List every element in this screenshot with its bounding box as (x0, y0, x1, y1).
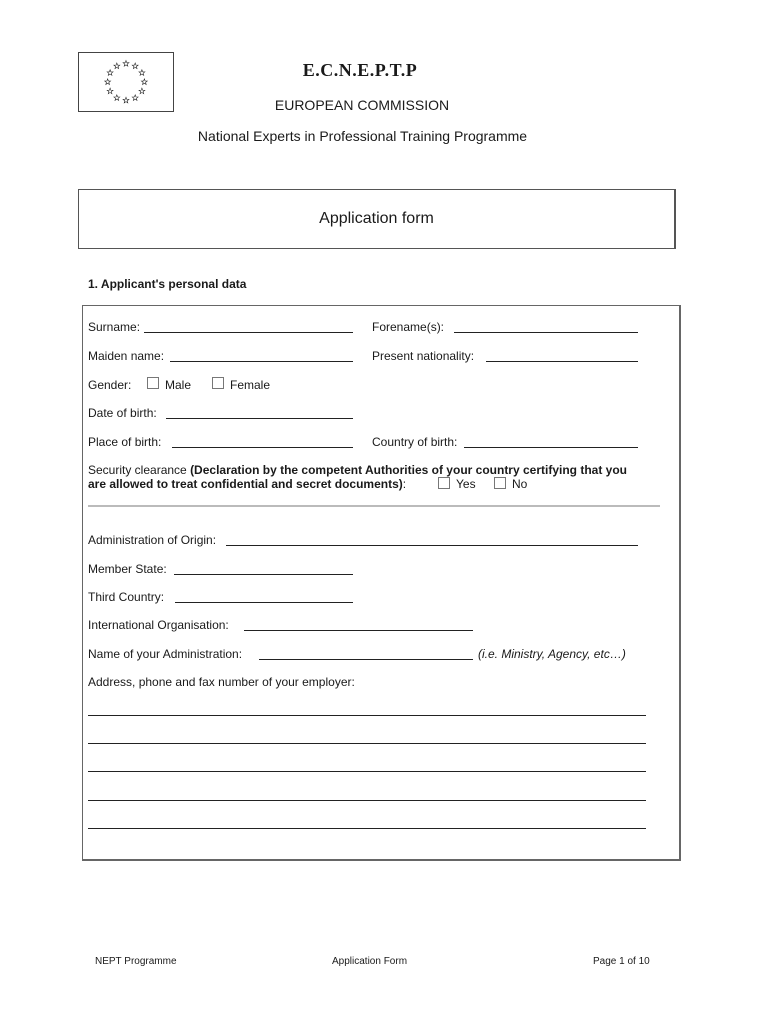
third-country-field[interactable] (175, 602, 353, 603)
maiden-name-label: Maiden name: (88, 349, 165, 363)
commission-name: EUROPEAN COMMISSION (274, 97, 450, 113)
forenames-field[interactable] (454, 332, 638, 333)
security-no-label: No (512, 477, 528, 491)
security-yes-label: Yes (456, 477, 476, 491)
security-note-2: are allowed to treat confidential and secret documents) (88, 477, 403, 491)
pob-label: Place of birth: (88, 435, 162, 449)
star-icon (114, 63, 120, 69)
surname-label: Surname: (88, 320, 141, 334)
star-icon (123, 97, 129, 103)
star-circle-icon (79, 53, 173, 111)
footer-page-number: Page 1 of 10 (593, 956, 650, 967)
member-state-field[interactable] (174, 574, 353, 575)
star-icon (107, 70, 113, 76)
surname-field[interactable] (144, 332, 353, 333)
country-birth-label: Country of birth: (372, 435, 458, 449)
intl-org-label: International Organisation: (88, 618, 229, 632)
dob-field[interactable] (166, 418, 353, 419)
programme-acronym: E.C.N.E.P.T.P (302, 60, 418, 80)
employer-line-1[interactable] (88, 715, 646, 716)
gender-female-label: Female (230, 378, 271, 392)
star-icon (132, 63, 138, 69)
security-colon: : (402, 477, 407, 491)
footer-left: NEPT Programme (95, 956, 177, 967)
gender-label: Gender: (88, 378, 132, 392)
nationality-field[interactable] (486, 361, 638, 362)
star-icon (107, 88, 113, 94)
section-heading: 1. Applicant's personal data (88, 277, 247, 291)
gender-female-checkbox[interactable] (212, 377, 224, 389)
employer-line-3[interactable] (88, 771, 646, 772)
pob-field[interactable] (172, 447, 353, 448)
admin-origin-label: Administration of Origin: (88, 533, 217, 547)
employer-line-2[interactable] (88, 743, 646, 744)
section-divider (88, 505, 660, 507)
dob-label: Date of birth: (88, 406, 157, 420)
country-birth-field[interactable] (464, 447, 638, 448)
admin-name-field[interactable] (259, 659, 473, 660)
admin-origin-field[interactable] (226, 545, 638, 546)
employer-label: Address, phone and fax number of your employer: (88, 675, 355, 689)
third-country-label: Third Country: (88, 590, 165, 604)
star-icon (139, 70, 145, 76)
security-yes-checkbox[interactable] (438, 477, 450, 489)
employer-line-5[interactable] (88, 828, 646, 829)
form-title: Application form (319, 210, 434, 227)
forenames-label: Forename(s): (372, 320, 445, 334)
footer-center: Application Form (332, 956, 408, 967)
security-note-1: (Declaration by the competent Authorities of your country certifying that you (190, 463, 627, 477)
intl-org-field[interactable] (244, 630, 473, 631)
eu-flag-logo (78, 52, 174, 112)
maiden-name-field[interactable] (170, 361, 353, 362)
star-icon (123, 61, 129, 67)
nationality-label: Present nationality: (372, 349, 475, 363)
star-icon (141, 79, 147, 85)
gender-male-checkbox[interactable] (147, 377, 159, 389)
star-icon (105, 79, 111, 85)
programme-name: National Experts in Professional Training Programme (197, 128, 528, 144)
member-state-label: Member State: (88, 562, 167, 576)
form-title-box (78, 189, 676, 249)
security-label: Security clearance (88, 463, 187, 477)
star-icon (139, 88, 145, 94)
security-clearance-line1 (88, 463, 627, 477)
gender-male-label: Male (165, 378, 192, 392)
security-no-checkbox[interactable] (494, 477, 506, 489)
security-clearance-line2 (88, 477, 406, 491)
star-icon (132, 95, 138, 101)
admin-name-label: Name of your Administration: (88, 647, 243, 661)
employer-line-4[interactable] (88, 800, 646, 801)
admin-name-hint: (i.e. Ministry, Agency, etc…) (478, 647, 626, 661)
star-icon (114, 95, 120, 101)
